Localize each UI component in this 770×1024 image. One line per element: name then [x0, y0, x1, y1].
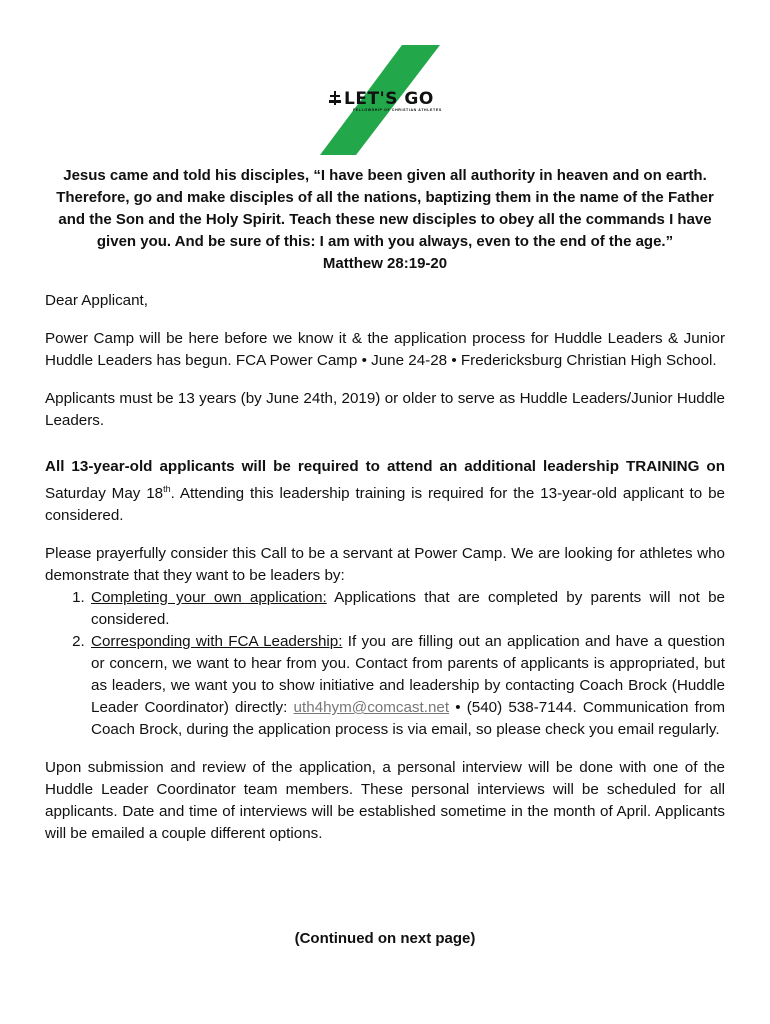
requirements-list: [45, 587, 725, 741]
logo-tagline: FELLOWSHIP OF CHRISTIAN ATHLETES: [353, 108, 442, 112]
fca-lets-go-logo: [320, 45, 444, 155]
letter-body: [45, 290, 725, 861]
list-item: [89, 587, 725, 631]
paragraph-training: [45, 456, 725, 527]
training-date-suffix: th: [163, 484, 171, 494]
item-text: If you are filling out an application and have a question or concern, we want to hear from you. Contact from parents of applicants is appropriated, but as leaders, we want you to show initiative and leadership by contacting Coach Brock (Huddle Leader Coordinator) directly:: [91, 633, 725, 717]
logo-brand: LET'S GO: [344, 89, 434, 109]
paragraph-age-requirement: Applicants must be 13 years (by June 24th, 2019) or older to serve as Huddle Leaders/Junior Huddle Leaders.: [45, 390, 725, 429]
scripture-verse: [45, 165, 725, 275]
paragraph-interview: Upon submission and review of the application, a personal interview will be done with one of the Huddle Leader Coordinator team members. These personal interviews will be scheduled for all applicants. Date and time of interviews will be established sometime in the month of April. Applicants will be emailed a couple different options.: [45, 759, 725, 843]
continued-note: (Continued on next page): [294, 930, 476, 947]
email-link[interactable]: uth4hym@comcast.net: [293, 699, 450, 717]
training-date: Saturday May 18: [45, 485, 164, 503]
greeting: Dear Applicant,: [45, 292, 148, 309]
item-text-contact: • (540) 538-7144. Communication from Coach Brock, during the application process is via email, so please check you email regularly.: [91, 699, 725, 739]
item-title: Completing your own application:: [91, 589, 327, 607]
list-item: [89, 631, 725, 741]
paragraph-call: Please prayerfully consider this Call to be a servant at Power Camp. We are looking for athletes who demonstrate that they want to be leaders by:: [45, 545, 725, 585]
training-requirement: . Attending this leadership training is required for the 13-year-old applicant to be considered.: [45, 485, 726, 525]
verse-reference: Matthew 28:19-20: [322, 255, 448, 272]
training-notice: All 13-year-old applicants will be required to attend an additional leadership TRAINING on: [45, 458, 725, 475]
item-text: Applications that are completed by parents will not be considered.: [91, 589, 725, 629]
fca-cross-icon: [329, 91, 341, 105]
verse-text: Jesus came and told his disciples, “I have been given all authority in heaven and on earth. Therefore, go and make disciples of all the nations, baptizing them in the name of the Father and the Son and the Holy Spirit. Teach these new disciples to obey all the commands I have given you. And be sure of this: I am with you always, even to the end of the age.”: [56, 167, 714, 250]
paragraph-camp-info: Power Camp will be here before we know it & the application process for Huddle Leaders & Junior Huddle Leaders has begun. FCA Power Camp • June 24-28 • Fredericksburg Christian High School.: [45, 330, 725, 369]
item-title: Corresponding with FCA Leadership:: [91, 633, 343, 651]
